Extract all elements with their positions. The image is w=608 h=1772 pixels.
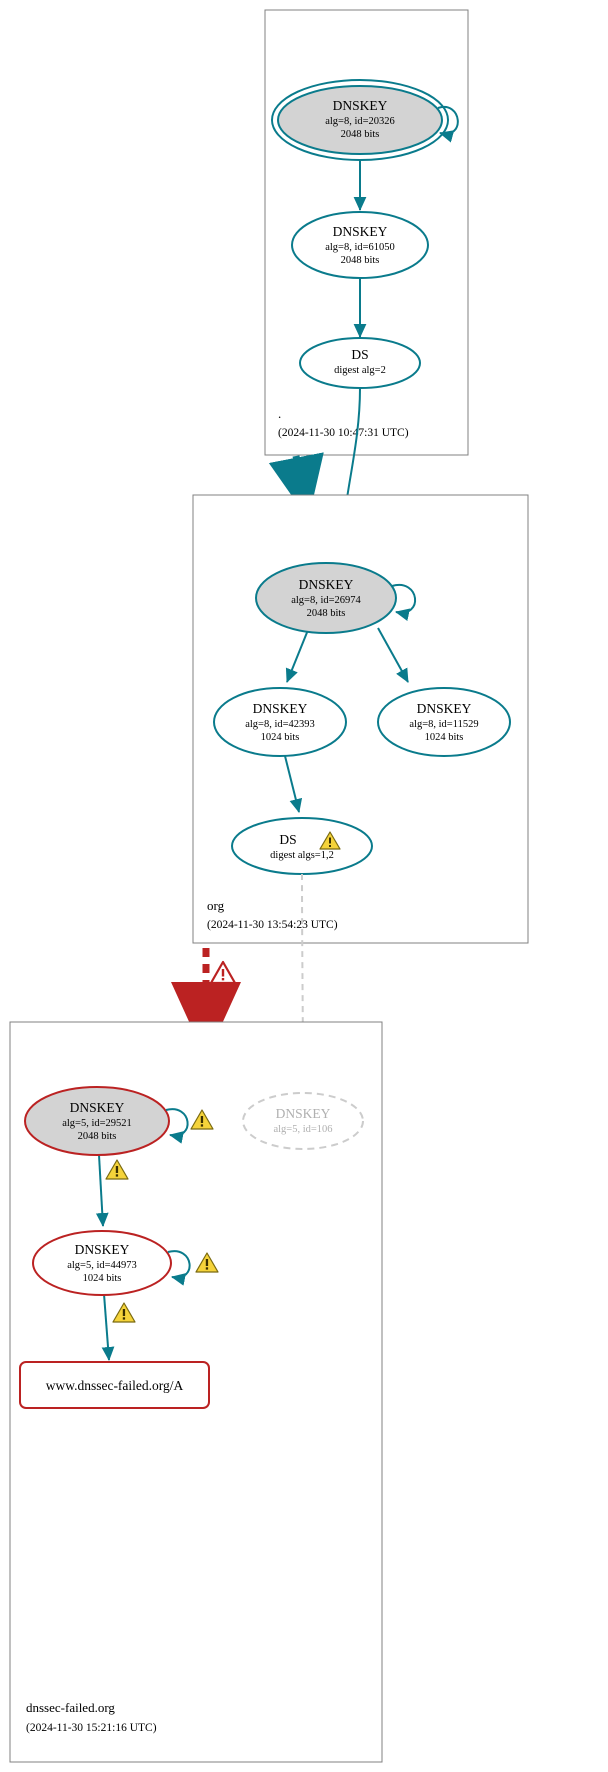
node-title: DNSKEY [275, 1106, 331, 1121]
node-subtitle: alg=8, id=20326 [325, 116, 395, 127]
zone-timestamp-root: (2024-11-30 10:47:31 UTC) [278, 427, 409, 439]
node-dnskey-root-zsk[interactable] [292, 212, 428, 278]
node-keysize: 2048 bits [340, 129, 380, 140]
error-icon [211, 962, 235, 983]
node-ds-root-for-org[interactable] [300, 338, 420, 388]
node-subtitle: alg=8, id=61050 [325, 242, 395, 253]
edge-zone-root-to-org [296, 456, 303, 492]
node-title: DS [351, 347, 369, 362]
node-subtitle: alg=8, id=11529 [409, 719, 479, 730]
node-subtitle: alg=5, id=106 [273, 1124, 333, 1135]
node-title: DS [279, 832, 297, 847]
zone-label-org: org [207, 898, 225, 913]
node-dnskey-inactive-106[interactable] [243, 1093, 363, 1149]
node-keysize: 1024 bits [260, 732, 300, 743]
zone-timestamp-org: (2024-11-30 13:54:23 UTC) [207, 919, 338, 931]
node-title: DNSKEY [252, 701, 308, 716]
node-subtitle: alg=8, id=42393 [245, 719, 315, 730]
node-subtitle: digest algs=1,2 [270, 850, 334, 861]
node-title: DNSKEY [332, 98, 388, 113]
node-ds-org-for-dnssec-failed[interactable] [232, 818, 372, 874]
node-title: DNSKEY [332, 224, 388, 239]
node-rrset-www-a[interactable] [20, 1362, 209, 1408]
zone-label-dnssec-failed: dnssec-failed.org [26, 1700, 115, 1715]
node-keysize: 1024 bits [424, 732, 464, 743]
node-subtitle: digest alg=2 [334, 365, 386, 376]
node-title: www.dnssec-failed.org/A [45, 1378, 184, 1393]
node-title: DNSKEY [74, 1242, 130, 1257]
node-title: DNSKEY [298, 577, 354, 592]
node-title: DNSKEY [69, 1100, 125, 1115]
node-keysize: 2048 bits [77, 1131, 117, 1142]
node-subtitle: alg=8, id=26974 [291, 595, 361, 606]
node-dnskey-org-zsk-11529[interactable] [378, 688, 510, 756]
node-subtitle: alg=5, id=29521 [62, 1118, 132, 1129]
node-dnskey-org-zsk-42393[interactable] [214, 688, 346, 756]
node-subtitle: alg=5, id=44973 [67, 1260, 137, 1271]
node-keysize: 2048 bits [340, 255, 380, 266]
zone-label-root: . [278, 406, 282, 421]
node-keysize: 2048 bits [306, 608, 346, 619]
node-title: DNSKEY [416, 701, 472, 716]
edge-zone-org-to-dnssec-failed [206, 948, 235, 1010]
node-keysize: 1024 bits [82, 1273, 122, 1284]
zone-timestamp-dnssec-failed: (2024-11-30 15:21:16 UTC) [26, 1722, 157, 1734]
